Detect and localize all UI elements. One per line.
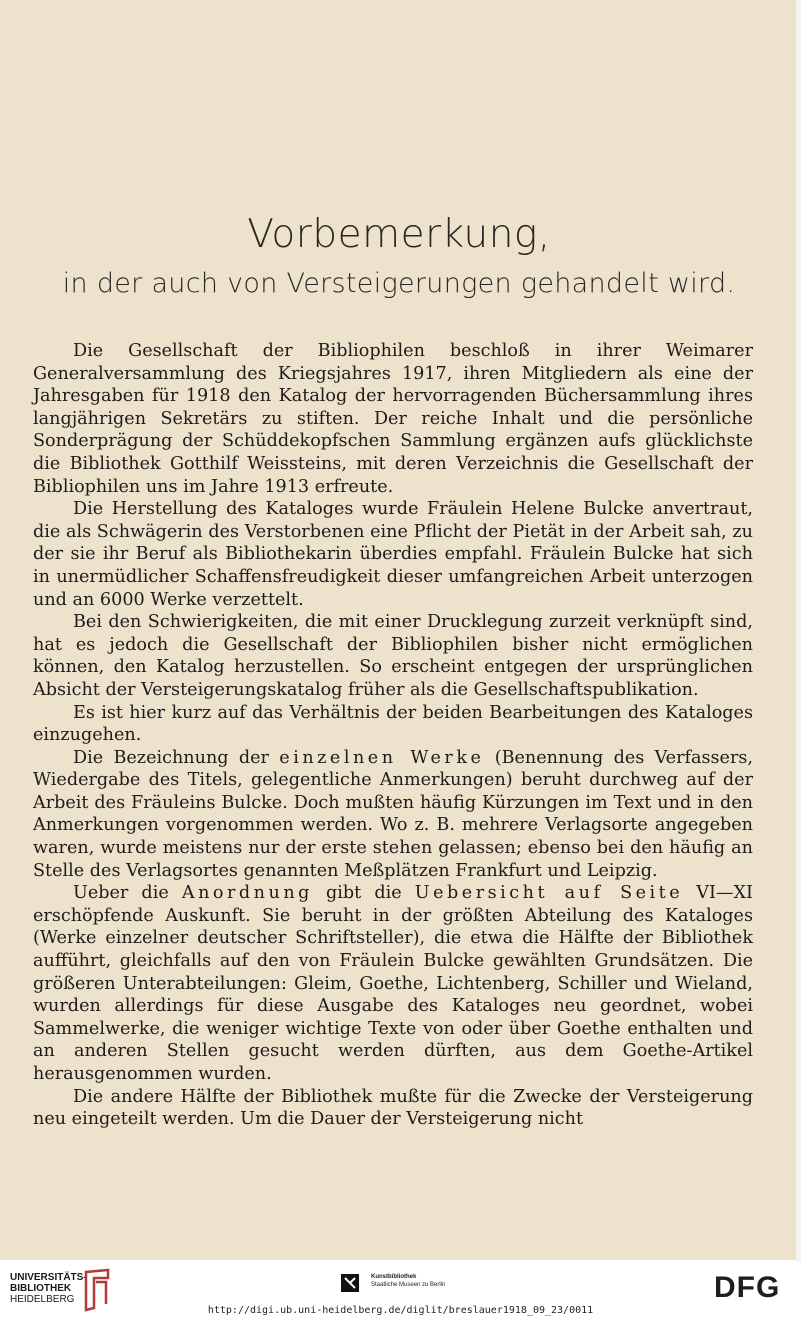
paragraph-5-after: (Benennung des Verfassers, Wiedergabe des Titels, gelegentliche Anmerkungen) beruht durchweg auf der Arbeit des Fräuleins Bulcke. Doch mußten häufig Kürzungen im Text und in den Anmerkungen vorgenommen werden. Wo z. B. mehrere Verlagsorte angegeben waren, wurde meistens nur der erste stehen gelassen; ebenso bei den häufig an Stelle des Verlagsortes genannten Meßplätzen Frankfurt und Leipzig.	[33, 747, 754, 881]
paragraph-6	[33, 882, 753, 1085]
uni-line-2: BIBLIOTHEK	[10, 1283, 72, 1294]
paragraph-7: Die andere Hälfte der Bibliothek mußte für die Zwecke der Versteigerung neu eingeteilt werden. Um die Dauer der Versteigerung nicht	[33, 1086, 753, 1130]
paragraph-2: Die Herstellung des Kataloges wurde Fräulein Helene Bulcke anvertraut, die als Schwägerin des Verstorbenen eine Pflicht der Pietät in der Arbeit sah, zu der sie ihr Beruf als Bibliothekarin überdies empfahl. Fräulein Bulcke hat sich in unermüdlicher Schaffensfreudigkeit dieser umfangreichen Arbeit unterzogen und an 6000 Werke verzettelt.	[33, 499, 753, 610]
paragraph-5-spaced: einzelnen Werke	[279, 747, 485, 768]
kb-line-2: Staatliche Museen zu Berlin	[371, 1282, 446, 1288]
page-subtitle: in der auch von Versteigerungen gehandelt wird.	[62, 268, 736, 299]
paragraph-6-spaced: Anordnung	[181, 883, 313, 904]
dfg-logo[interactable]: DFG	[714, 1271, 781, 1304]
footer-bar	[0, 1262, 801, 1319]
paragraph-5	[33, 747, 753, 883]
paragraph-3: Bei den Schwierigkeiten, die mit einer Drucklegung zurzeit verknüpft sind, hat es jedoch die Gesellschaft der Bibliophilen bisher nicht ermöglichen können, den Katalog herzustellen. So erscheint entgegen der ursprünglichen Absicht der Versteigerungskatalog früher als die Gesellschaftspublikation.	[33, 612, 753, 700]
kunstbibliothek-logo-icon	[341, 1274, 359, 1292]
kunstbibliothek-wordmark[interactable]	[371, 1273, 445, 1289]
uni-line-1: UNIVERSITÄTS-	[10, 1272, 87, 1283]
uni-line-3: HEIDELBERG	[10, 1294, 75, 1305]
paragraph-6-after: VI—XI erschöpfende Auskunft. Sie beruht in der größten Abteilung des Kataloges (Werke einzelner deutscher Schriftsteller), die etwa die Hälfte der Bibliothek aufführt, gleichfalls auf den von Fräulein Bulcke gewählten Grundsätzen. Die größeren Unterabteilungen: Gleim, Goethe, Lichtenberg, Schiller und Wieland, wurden allerdings für diese Ausgabe des Kataloges neu geordnet, wobei Sammelwerke, die weniger wichtige Texte von oder über Goethe enthalten und an anderen Stellen gesucht werden dürften, aus dem Goethe-Artikel herausgenommen wurden.	[33, 883, 753, 1084]
paragraph-6-before: Ueber die	[73, 883, 182, 904]
uni-heidelberg-wordmark[interactable]	[10, 1272, 87, 1305]
paragraph-6-spaced-2: Uebersicht auf Seite	[414, 883, 684, 904]
paragraph-4: Es ist hier kurz auf das Verhältnis der beiden Bearbeitungen des Kataloges einzugehen.	[33, 702, 753, 746]
paragraph-6-middle: gibt die	[312, 883, 415, 904]
kb-line-1: Kunstbibliothek	[371, 1274, 417, 1280]
paragraph-5-before: Die Bezeichnung der	[73, 747, 280, 768]
page-edge	[796, 0, 801, 1262]
paragraph-1: Die Gesellschaft der Bibliophilen beschloß in ihrer Weimarer Generalversammlung des Kriegsjahres 1917, ihren Mitgliedern als eine der Jahresgaben für 1918 den Katalog der hervorragenden Büchersammlung ihres langjährigen Sekretärs zu stiften. Der reiche Inhalt und die persönliche Sonderprägung der Schüddekopfschen Sammlung ergänzen aufs glücklichste die Bibliothek Gotthilf Weissteins, mit deren Verzeichnis die Gesellschaft der Bibliophilen uns im Jahre 1913 erfreute.	[33, 341, 753, 497]
body-text	[33, 340, 753, 1131]
page-title: Vorbemerkung,	[247, 212, 551, 257]
permalink-url[interactable]: http://digi.ub.uni-heidelberg.de/diglit/breslauer1918_09_23/0011	[207, 1305, 594, 1316]
